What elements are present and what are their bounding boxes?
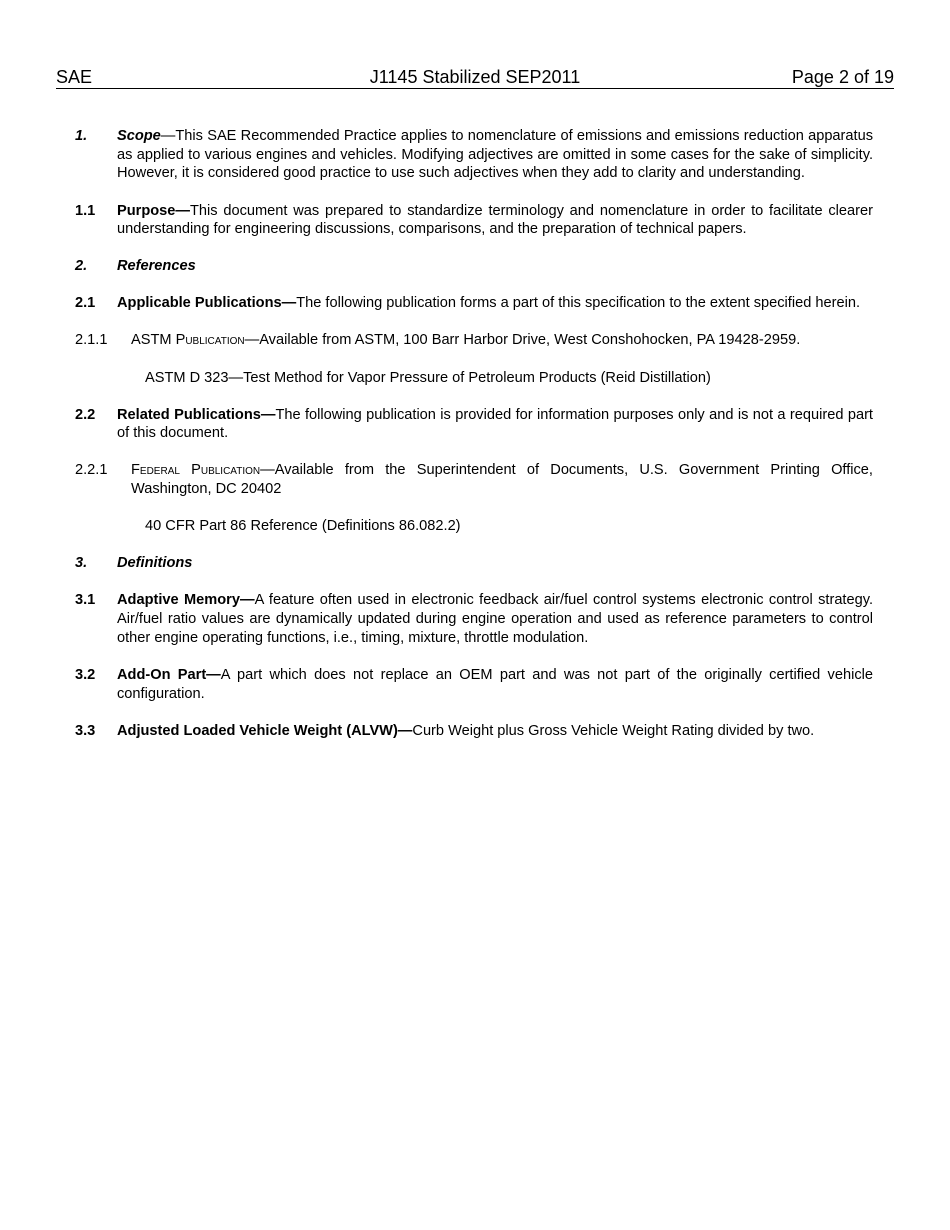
section-number: 2.1 [75, 295, 96, 312]
section-paragraph [117, 294, 873, 313]
reference-astm-d323 [75, 369, 873, 388]
section-paragraph [117, 722, 873, 741]
section-title: ASTM Publication [131, 332, 245, 349]
section-title: Applicable Publications— [117, 295, 297, 312]
definition-term: Adaptive Memory— [117, 592, 255, 609]
section-title: Definitions [117, 555, 193, 572]
section-number: 3. [75, 555, 88, 572]
section-number: 2.2 [75, 406, 96, 423]
section-text: The following publication is provided for information purposes only and is not a required part of this document. [117, 406, 873, 442]
document-body [75, 127, 873, 759]
definition-term: Add-On Part— [117, 666, 221, 683]
reference-entry: ASTM D 323—Test Method for Vapor Pressure of Petroleum Products (Reid Distillation) [145, 369, 711, 386]
section-title: Related Publications— [117, 406, 276, 423]
header-page-number: Page 2 of 19 [791, 67, 894, 87]
definition-add-on-part [75, 666, 873, 703]
section-scope [75, 127, 873, 183]
section-text: This document was prepared to standardize terminology and nomenclature in order to facilitate clearer understanding for engineering discussions, comparisons, and the preparation of technical papers. [117, 202, 873, 238]
section-paragraph [117, 202, 873, 239]
section-paragraph [117, 406, 873, 443]
reference-40-cfr-86 [75, 517, 873, 536]
definition-term: Adjusted Loaded Vehicle Weight (ALVW)— [117, 722, 413, 739]
section-astm-publication [75, 331, 873, 350]
section-text: The following publication forms a part of this specification to the extent specified herein. [296, 295, 861, 312]
section-number: 3.3 [75, 722, 96, 739]
section-paragraph [117, 591, 873, 647]
section-federal-publication [75, 461, 873, 498]
header-document-id: J1145 Stabilized SEP2011 [369, 67, 581, 87]
section-applicable-publications [75, 294, 873, 313]
section-paragraph [117, 554, 873, 573]
page-header [56, 66, 894, 89]
section-paragraph [131, 331, 873, 350]
section-paragraph [117, 257, 873, 276]
section-title: Purpose— [117, 202, 190, 219]
section-number: 3.2 [75, 666, 96, 683]
title-dash: — [160, 128, 176, 144]
definition-alvw [75, 722, 873, 741]
section-number: 1.1 [75, 202, 96, 219]
section-number: 2. [75, 258, 88, 275]
section-references [75, 257, 873, 276]
section-purpose [75, 202, 873, 239]
section-text: —Available from ASTM, 100 Barr Harbor Drive, West Conshohocken, PA 19428-2959. [244, 332, 801, 349]
section-number: 2.1.1 [75, 332, 108, 349]
section-number: 3.1 [75, 592, 96, 609]
section-text: —Available from the Superintendent of Documents, U.S. Government Printing Office, Washington, DC 20402 [131, 462, 873, 498]
section-title: Scope [117, 128, 161, 144]
definition-text: A part which does not replace an OEM part and was not part of the originally certified vehicle configuration. [117, 666, 873, 702]
section-definitions [75, 554, 873, 573]
definition-text: Curb Weight plus Gross Vehicle Weight Rating divided by two. [412, 722, 815, 739]
section-related-publications [75, 406, 873, 443]
reference-entry: 40 CFR Part 86 Reference (Definitions 86.082.2) [145, 518, 461, 535]
section-number: 2.2.1 [75, 462, 108, 479]
section-paragraph [117, 666, 873, 703]
section-text: This SAE Recommended Practice applies to nomenclature of emissions and emissions reduction apparatus as applied to various engines and vehicles. Modifying adjectives are omitted in some cases for the sake of simplicity. However, it is considered good practice to use such adjectives when they add to clarity and understanding. [117, 128, 873, 182]
header-org: SAE [56, 67, 93, 87]
definition-text: A feature often used in electronic feedback air/fuel control systems electronic control strategy. Air/fuel ratio values are dynamically updated during engine operation and used as reference parameters to control other engine operating functions, i.e., timing, mixture, throttle modulation. [117, 592, 873, 646]
section-title: Federal Publication [131, 462, 261, 479]
section-paragraph [117, 127, 873, 183]
definition-adaptive-memory [75, 591, 873, 647]
section-number: 1. [75, 128, 88, 144]
section-paragraph [131, 461, 873, 498]
section-title: References [117, 258, 196, 275]
